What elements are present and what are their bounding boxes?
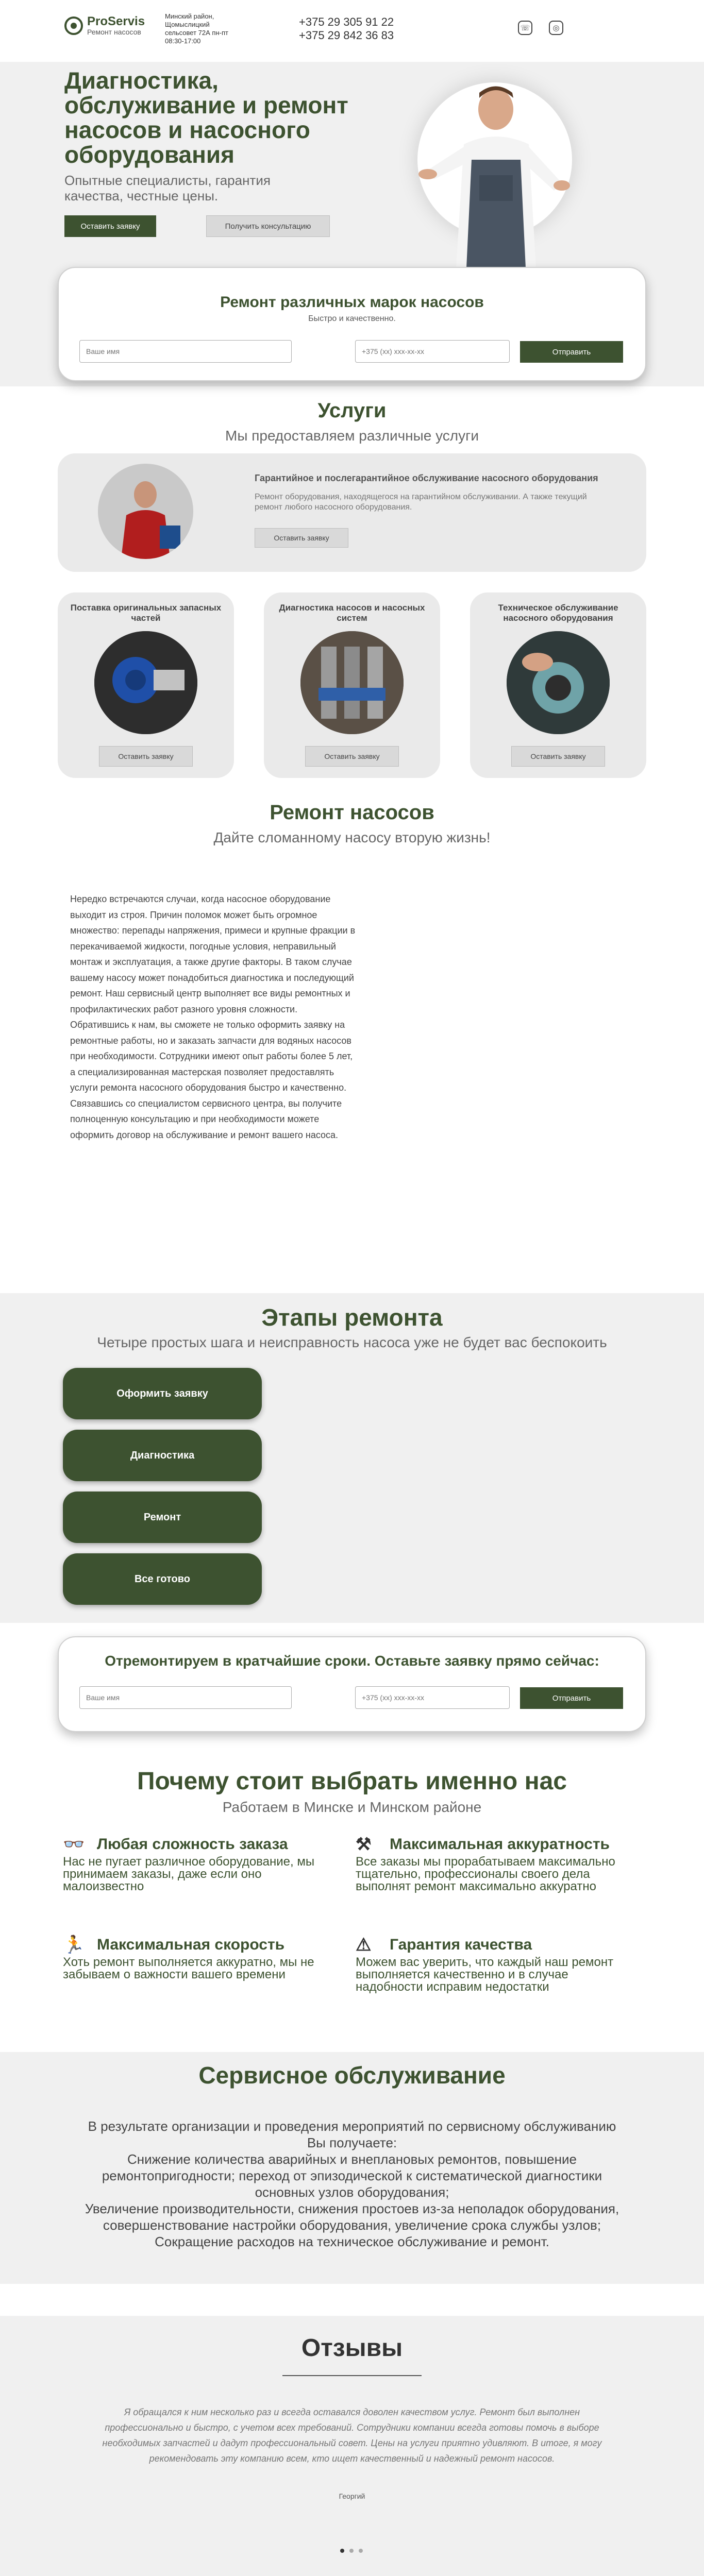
services-subtitle: Мы предоставляем различные услуги — [225, 428, 479, 444]
header-phone-1[interactable]: +375 29 305 91 22 — [299, 15, 394, 28]
why-item-text: Нас не пугает различное оборудование, мы принимаем заказы, даже если оно малоизвестно — [63, 1855, 315, 1893]
maintenance-text — [52, 2118, 652, 2250]
logo-subtitle: Ремонт насосов — [87, 28, 141, 36]
review-pagination — [340, 2549, 363, 2553]
service-main-request-button[interactable]: Оставить заявку — [255, 528, 348, 548]
why-item — [356, 1834, 634, 1893]
maintenance-title: Сервисное обслуживание — [198, 2062, 506, 2089]
maintenance-line: Увеличение производительности, снижения простоев из-за неполадок оборудования, — [85, 2201, 619, 2216]
review-dot[interactable] — [340, 2549, 344, 2553]
why-item-title: Гарантия качества — [390, 1936, 532, 1953]
why-item-text: Можем вас уверить, что каждый наш ремонт выполняется качественно и в случае надобности исправим недостатки — [356, 1955, 614, 1994]
reviews-section — [0, 2316, 704, 2576]
reviews-title: Отзывы — [301, 2334, 403, 2362]
repair-title: Ремонт насосов — [270, 801, 434, 824]
hero-title: Диагностика, обслуживание и ремонт насосов и насосного оборудования — [64, 67, 348, 168]
stages-title: Этапы ремонта — [261, 1304, 443, 1331]
logo[interactable] — [64, 15, 145, 36]
why-item-text: Все заказы мы прорабатываем максимально тщательно, профессионалы своего дела выполнят ремонт максимально аккуратно — [356, 1855, 615, 1893]
quick-phone-input[interactable] — [355, 1686, 510, 1709]
brands-form-card — [58, 267, 646, 381]
services-title: Услуги — [317, 399, 387, 422]
pump-diagnostics-photo — [300, 631, 404, 734]
service-main-title: Гарантийное и послегарантийное обслуживание насосного оборудования — [255, 473, 598, 483]
service-card-parts — [58, 592, 234, 778]
quick-form-title: Отремонтируем в кратчайшие сроки. Оставьте заявку прямо сейчас: — [105, 1653, 599, 1669]
stage-step[interactable]: Все готово — [63, 1553, 262, 1605]
why-item — [356, 1935, 634, 1993]
service-main-text: Ремонт оборудования, находящегося на гарантийном обслуживании. А также текущий ремонт любого насосного оборудования. — [255, 493, 587, 512]
brands-submit-button[interactable]: Отправить — [520, 341, 623, 363]
brands-phone-input[interactable] — [355, 340, 510, 363]
why-item — [63, 1834, 341, 1893]
why-item-title: Максимальная аккуратность — [390, 1836, 610, 1853]
quick-form-card — [58, 1636, 646, 1732]
viber-icon[interactable]: ☏ — [518, 21, 532, 35]
repair-subtitle: Дайте сломанному насосу вторую жизнь! — [213, 829, 491, 845]
gear-icon — [64, 16, 83, 35]
stage-step[interactable]: Оформить заявку — [63, 1368, 262, 1419]
social-links — [518, 21, 563, 35]
why-item-title: Максимальная скорость — [97, 1936, 285, 1953]
brands-form-subtitle: Быстро и качественно. — [308, 314, 396, 323]
hero-section — [0, 62, 704, 386]
hero-consult-button[interactable]: Получить консультацию — [206, 215, 330, 237]
glasses-icon: 👓 — [63, 1835, 85, 1854]
worker-photo — [407, 77, 577, 268]
maintenance-line: основных узлов оборудования; — [255, 2184, 449, 2200]
maintenance-line: Вы получаете: — [307, 2135, 397, 2150]
why-item-title: Любая сложность заказа — [97, 1836, 288, 1853]
site-header — [0, 0, 704, 62]
maintenance-line: Снижение количества аварийных и внеплановых ремонтов, повышение — [127, 2151, 577, 2167]
review-quote: Я обращался к ним несколько раз и всегда оставался доволен качеством услуг. Ремонт был выполнен профессионально и быстро, с учетом всех требований. Сотрудники компании всегда готовы помочь в выборе необходимых запчастей и дадут профессиональный совет. Цены на услуги приятно удивляют. В итоге, я могу рекомендовать эту компанию всем, кто ищет качественный и надежный ремонт насосов. — [102, 2407, 602, 2464]
brands-form-title: Ремонт различных марок насосов — [220, 294, 484, 311]
stage-step[interactable]: Ремонт — [63, 1492, 262, 1543]
header-phones — [299, 15, 394, 42]
service-main-photo — [98, 464, 193, 559]
warning-icon: ⚠ — [356, 1935, 372, 1955]
hero-request-button[interactable]: Оставить заявку — [64, 215, 156, 237]
review-dot[interactable] — [359, 2549, 363, 2553]
hero-lead: Опытные специалисты, гарантия качества, честные цены. — [64, 173, 271, 204]
service-card-diagnostics — [264, 592, 440, 778]
service-card-request-button[interactable]: Оставить заявку — [99, 746, 193, 767]
maintenance-section — [0, 2052, 704, 2284]
service-card-title: Поставка оригинальных запасных частей — [70, 603, 222, 623]
quick-submit-button[interactable]: Отправить — [520, 1687, 623, 1709]
service-card-maintenance — [470, 592, 646, 778]
reviews-divider — [282, 2375, 422, 2376]
review-dot[interactable] — [349, 2549, 354, 2553]
repair-text: Нередко встречаются случаи, когда насосное оборудование выходит из строя. Причин поломок может быть огромное множество: перепады напряжения, примеси и крупные фракции в перекачиваемой жидкости, погодные условия, неправильный монтаж и эксплуатация, а также другие факторы. В таком случае вашему насосу может понадобиться диагностика и последующий ремонт. Наш сервисный центр выполняет все виды ремонтных и профилактических работ разного уровня сложности. Обратившись к нам, вы сможете не только оформить заявку на ремонтные работы, но и заказать запчасти для водяных насосов при необходимости. Сотрудники имеют опыт работы более 5 лет, а специализированная мастерская позволяет предоставлять услуги ремонта насосного оборудования быстро и качественно. Связавшись со специалистом сервисного центра, вы получите полноценную консультацию и при необходимости можете оформить договор на обслуживание и ремонт вашего насоса. — [70, 894, 356, 1140]
maintenance-line: ремонтопригодности; переход от эпизодической к систематической диагностики — [102, 2168, 602, 2183]
runner-icon: 🏃 — [63, 1935, 85, 1955]
why-subtitle: Работаем в Минске и Минском районе — [222, 1799, 482, 1815]
brands-name-input[interactable] — [79, 340, 292, 363]
stage-step[interactable]: Диагностика — [63, 1430, 262, 1481]
pump-parts-photo — [94, 631, 197, 734]
instagram-icon[interactable]: ◎ — [549, 21, 563, 35]
header-phone-2[interactable]: +375 29 842 36 83 — [299, 29, 394, 42]
stages-section — [0, 1293, 704, 1623]
maintenance-line: В результате организации и проведения мероприятий по сервисному обслуживанию — [88, 2119, 616, 2134]
tools-icon: ⚒ — [356, 1835, 372, 1854]
service-card-request-button[interactable]: Оставить заявку — [305, 746, 399, 767]
why-item — [63, 1935, 341, 1981]
maintenance-line: совершенствование настройки оборудования, увеличение срока службы узлов; — [103, 2217, 601, 2233]
logo-name: ProServis — [87, 14, 145, 28]
service-card-request-button[interactable]: Оставить заявку — [511, 746, 605, 767]
quick-name-input[interactable] — [79, 1686, 292, 1709]
service-card-main — [58, 453, 646, 572]
why-item-text: Хоть ремонт выполняется аккуратно, мы не забываем о важности вашего времени — [63, 1955, 314, 1981]
service-card-title: Техническое обслуживание насосного оборудования — [498, 603, 618, 623]
review-author: Георгий — [339, 2492, 365, 2500]
maintenance-line: Сокращение расходов на техническое обслуживание и ремонт. — [155, 2234, 549, 2249]
why-title: Почему стоит выбрать именно нас — [137, 1768, 567, 1795]
pump-maintenance-photo — [507, 631, 610, 734]
stages-subtitle: Четыре простых шага и неисправность насоса уже не будет вас беспокоить — [97, 1334, 607, 1350]
header-address: Минский район, Щомыслицкий сельсовет 72А пн-пт 08:30-17:00 — [165, 12, 228, 45]
service-card-title: Диагностика насосов и насосных систем — [279, 603, 425, 623]
